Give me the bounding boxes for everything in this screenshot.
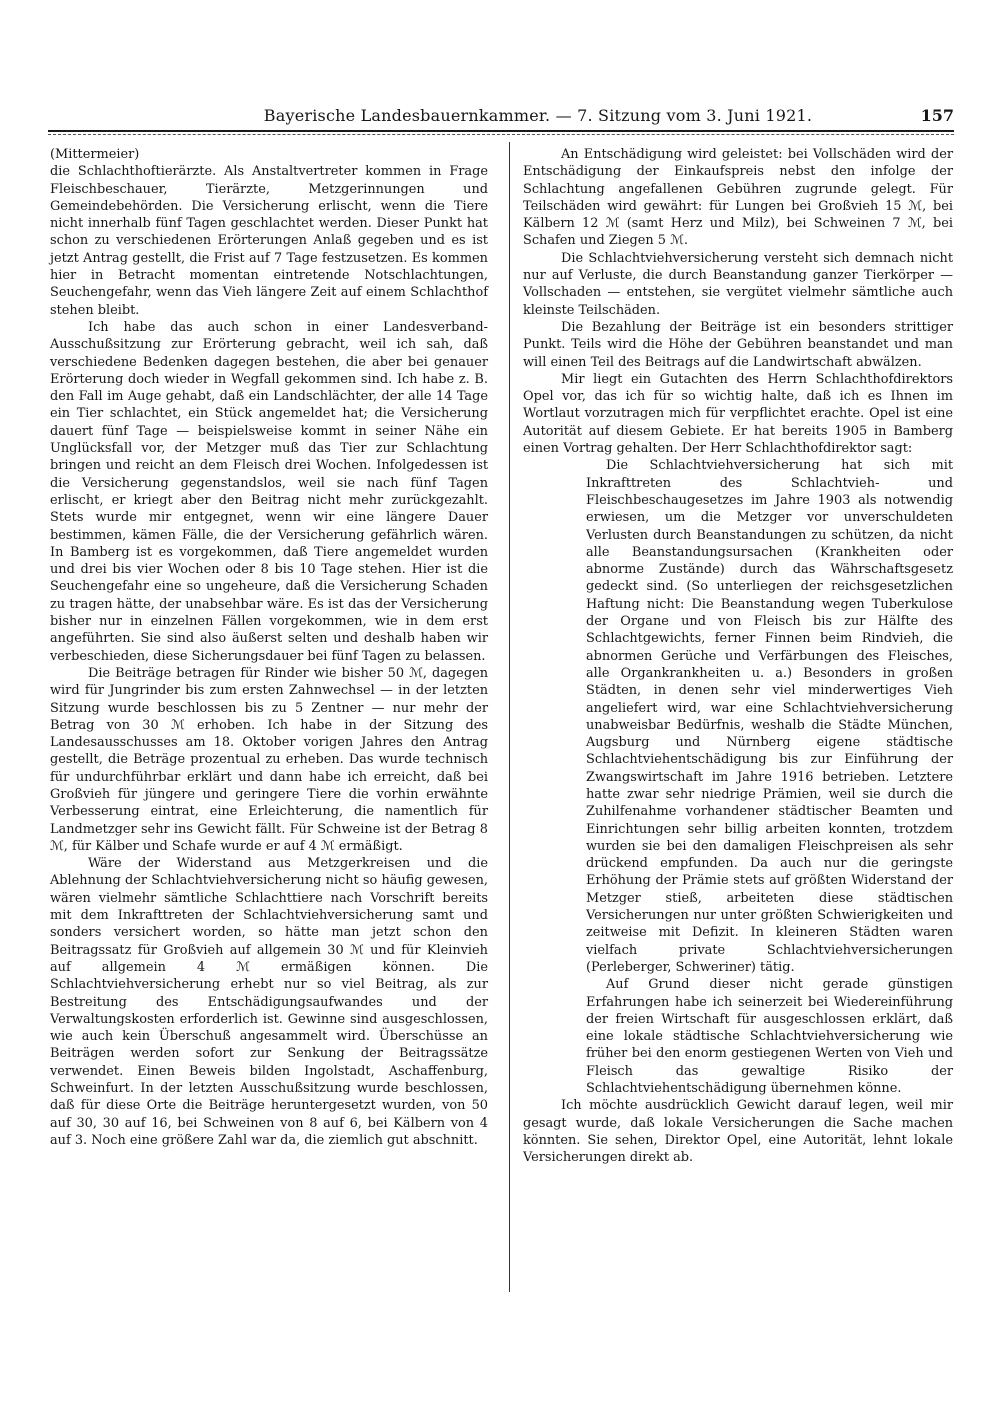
paragraph: die Schlachthoftierärzte. Als Anstaltvertreter kommen in Frage Fleischbeschauer, Tierärzte, Metzgerinnungen und Gemeindebehörden. Die Versicherung erlischt, wenn die Tiere nicht innerhalb fünf Tagen geschlachtet werden. Dieser Punkt hat schon zu verschiedenen Erörterungen Anlaß gegeben und es ist jetzt Antrag gestellt, die Frist auf 7 Tage festzusetzen. Es kommen hier in Betracht momentan eintretende Notschlachtungen, Seuchengefahr, wenn das Vieh längere Zeit auf einem Schlachthof stehen bleibt.	[50, 164, 488, 318]
paragraph: Die Bezahlung der Beiträge ist ein besonders strittiger Punkt. Teils wird die Höhe der Gebühren beanstandet und man will einen Teil des Beitrags auf die Landwirtschaft abwälzen.	[523, 319, 953, 370]
header-rule-secondary	[48, 134, 954, 135]
right-column	[523, 146, 953, 1167]
paragraph: An Entschädigung wird geleistet: bei Vollschäden wird der Entschädigung der Einkaufspreis nebst den infolge der Schlachtung angefallenen Gebühren zugrunde gelegt. Für Teilschäden wird gewährt: für Lungen bei Großvieh 15 ℳ, bei Kälbern 12 ℳ (samt Herz und Milz), bei Schweinen 7 ℳ, bei Schafen und Ziegen 5 ℳ.	[523, 147, 953, 249]
speaker-name: (Mittermeier)	[50, 147, 140, 162]
paragraph: Wäre der Widerstand aus Metzgerkreisen und die Ablehnung der Schlachtviehversicherung nicht so häufig gewesen, wären vielmehr sämtliche Schlachttiere nach Vorschrift bereits mit dem Inkrafttreten der Schlachtviehversicherung samt und sonders versichert worden, so hätte man jetzt schon den Beitragssatz für Großvieh auf allgemein 30 ℳ und für Kleinvieh auf allgemein 4 ℳ ermäßigen können. Die Schlachtviehversicherung erhebt nur so viel Beitrag, als zur Bestreitung des Entschädigungsaufwandes und der Verwaltungskosten erforderlich ist. Gewinne sind ausgeschlossen, wie auch kein Überschuß angesammelt wird. Überschüsse an Beiträgen werden sofort zur Senkung der Beitragssätze verwendet. Einen Beweis bilden Ingolstadt, Aschaffenburg, Schweinfurt. In der letzten Ausschußsitzung wurde beschlossen, daß für diese Orte die Beiträge heruntergesetzt wurden, von 50 auf 30, 30 auf 16, bei Schweinen von 8 auf 6, bei Kälbern von 4 auf 3. Noch eine größere Zahl war da, die ziemlich gut abschnitt.	[50, 856, 488, 1148]
paragraph: Ich habe das auch schon in einer Landesverband-Ausschußsitzung zur Erörterung gebracht, weil ich sah, daß verschiedene Bedenken dagegen bestehen, die aber bei genauer Erörterung doch wieder in Wegfall gekommen sind. Ich habe z. B. den Fall im Auge gehabt, daß ein Landschlächter, der alle 14 Tage ein Tier schlachtet, ein Stück angemeldet hat; die Versicherung dauert fünf Tage — beispielsweise kommt in seiner Nähe ein Unglücksfall vor, der Metzger muß das Tier zur Schlachtung bringen und reicht an dem Fleisch drei Wochen. Infolgedessen ist die Versicherung gegenstandslos, weil sie nach fünf Tagen erlischt, er kriegt aber den Beitrag nicht mehr zurückgezahlt. Stets wurde mir entgegnet, wenn wir eine längere Dauer bestimmen, kämen Fälle, die der Versicherung gefährlich wären. In Bamberg ist es vorgekommen, daß Tiere angemeldet wurden und drei bis vier Wochen oder 8 bis 10 Tage stehen. Hier ist die Seuchengefahr eine so ungeheure, daß die Versicherung Schaden zu tragen hätte, der unabsehbar wäre. Es ist das der Versicherung bisher nur in einzelnen Fällen vorgekommen, wie in dem erst angeführten. Sie sind also äußerst selten und deshalb haben wir verbeschieden, diese Sicherungsdauer bei fünf Tagen zu belassen.	[50, 319, 488, 664]
paragraph: Mir liegt ein Gutachten des Herrn Schlachthofdirektors Opel vor, das ich für so wichtig halte, daß ich es Ihnen im Wortlaut vorzutragen mich für verpflichtet erachte. Opel ist eine Autorität auf diesem Gebiete. Er hat bereits 1905 in Bamberg einen Vortrag gehalten. Der Herr Schlachthofdirektor sagt:	[523, 371, 953, 457]
column-divider	[509, 142, 510, 1292]
page-header	[48, 104, 954, 130]
quote-paragraph: Die Schlachtviehversicherung hat sich mit Inkrafttreten des Schlachtvieh- und Fleischbeschaugesetzes im Jahre 1903 als notwendig erwiesen, um die Metzger vor unverschuldeten Verlusten durch Beanstandungen zu schützen, da nicht alle Beanstandungsursachen (Krankheiten oder abnorme Zustände) durch das Währschaftsgesetz gedeckt sind. (So unterliegen der reichsgesetzlichen Haftung nicht: Die Beanstandung wegen Tuberkulose der Organe und von Fleisch bis zur Hälfte des Schlachtgewichts, ferner Finnen beim Rindvieh, die abnormen Gerüche und Verfärbungen des Fleisches, alle Organkrankheiten u. a.) Besonders in großen Städten, in denen sehr viel minderwertiges Vieh angeliefert wird, war eine Schlachtviehversicherung unabweisbar Bedürfnis, weshalb die Städte München, Augsburg und Nürnberg eigene städtische Schlachtviehentschädigung bis zur Einführung der Zwangswirtschaft im Jahre 1916 betrieben. Letztere hatte zwar sehr niedrige Prämien, weil sie durch die Zuhilfenahme vorhandener städtischer Beamten und Einrichtungen sehr billig arbeiten konnten, trotzdem wurden sie bei den damaligen Fleischpreisen als sehr drückend empfunden. Da auch nur die geringste Erhöhung der Prämie stets auf größten Widerstand der Metzger stieß, arbeiteten diese städtischen Versicherungen nur unter größten Schwierigkeiten und zeitweise mit Defizit. In kleineren Städten waren vielfach private Schlachtviehversicherungen (Perleberger, Schweriner) tätig.	[586, 458, 953, 975]
quote-paragraph: Auf Grund dieser nicht gerade günstigen Erfahrungen habe ich seinerzeit bei Wiedereinführung der freien Wirtschaft für ausgeschlossen erklärt, daß eine lokale städtische Schlachtviehversicherung wie früher bei den enorm gestiegenen Werten von Vieh und Fleisch das gewaltige Risiko der Schlachtviehentschädigung übernehmen könne.	[586, 977, 953, 1097]
header-rule	[48, 130, 954, 132]
left-column	[50, 146, 488, 1149]
block-quote	[586, 457, 953, 1097]
paragraph: Die Beiträge betragen für Rinder wie bisher 50 ℳ, dagegen wird für Jungrinder bis zum ersten Zahnwechsel — in der letzten Sitzung wurde beschlossen bis zu 5 Zentner — nur mehr der Betrag von 30 ℳ erhoben. Ich habe in der Sitzung des Landesausschusses am 18. Oktober vorigen Jahres den Antrag gestellt, die Beträge prozentual zu erheben. Das wurde technisch für undurchführbar erklärt und dann habe ich erreicht, daß bei Großvieh für jüngere und geringere Tiere die vorhin erwähnte Verbesserung eintrat, eine Erleichterung, die namentlich für Landmetzger sehr ins Gewicht fällt. Für Schweine ist der Betrag 8 ℳ, für Kälber und Schafe wurde er auf 4 ℳ ermäßigt.	[50, 665, 488, 854]
paragraph: Die Schlachtviehversicherung versteht sich demnach nicht nur auf Verluste, die durch Beanstandung ganzer Tierkörper — Vollschaden — entstehen, sie vergütet vielmehr sämtliche auch kleinste Teilschäden.	[523, 250, 953, 318]
running-title: Bayerische Landesbauernkammer. — 7. Sitzung vom 3. Juni 1921.	[263, 106, 813, 125]
page-number: 157	[920, 106, 954, 125]
paragraph: Ich möchte ausdrücklich Gewicht darauf legen, weil mir gesagt wurde, daß lokale Versicherungen die Sache machen könnten. Sie sehen, Direktor Opel, eine Autorität, lehnt lokale Versicherungen direkt ab.	[523, 1098, 953, 1166]
